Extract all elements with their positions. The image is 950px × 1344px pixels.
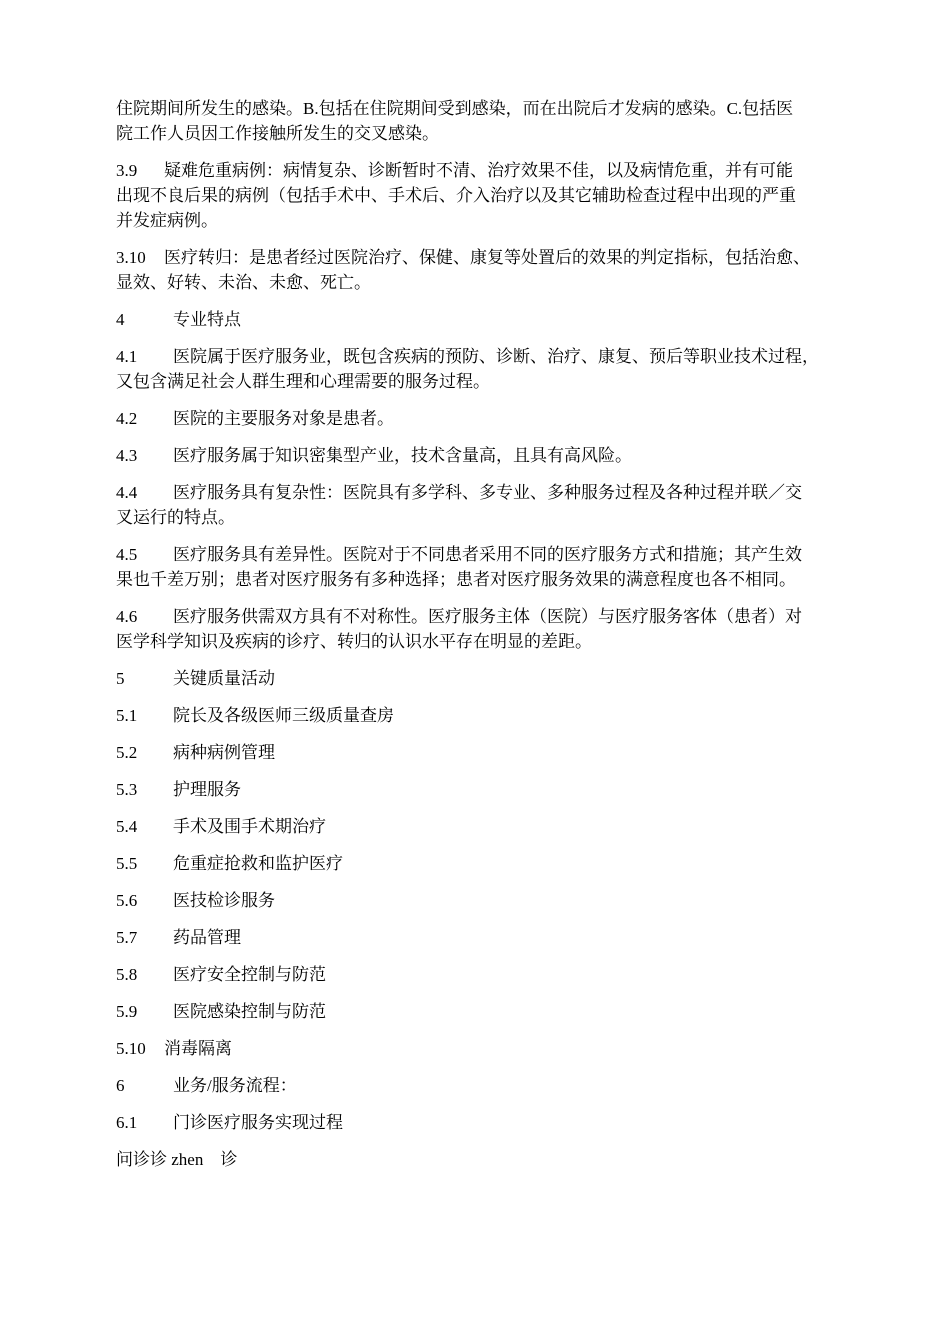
section-number: 4.4 — [116, 483, 138, 502]
section-number: 6.1 — [116, 1113, 138, 1132]
heading-6 — [116, 1073, 906, 1098]
text-line: 医疗安全控制与防范 — [173, 965, 326, 984]
text-line: 门诊医疗服务实现过程 — [173, 1113, 343, 1132]
text-line: 护理服务 — [173, 780, 241, 799]
text-line: 医疗服务具有复杂性：医院具有多学科、多专业、多种服务过程及各种过程并联／交 — [173, 483, 802, 502]
text-line: 医学科学知识及疾病的诊疗、转归的认识水平存在明显的差距。 — [116, 632, 592, 651]
text-line: 叉运行的特点。 — [116, 508, 235, 527]
paragraph-4-1 — [116, 344, 906, 394]
list-item-5-1 — [116, 703, 906, 728]
text-line: 医院属于医疗服务业，既包含疾病的预防、诊断、治疗、康复、预后等职业技术过程， — [173, 347, 819, 366]
list-item-5-2 — [116, 740, 906, 765]
text-line: 医疗服务供需双方具有不对称性。医疗服务主体（医院）与医疗服务客体（患者）对 — [173, 607, 802, 626]
text-line: 消毒隔离 — [164, 1039, 232, 1058]
section-number: 5.6 — [116, 891, 138, 910]
section-number: 4.3 — [116, 446, 138, 465]
section-number: 4.6 — [116, 607, 138, 626]
paragraph-infection-continued — [116, 96, 906, 146]
text-line: 果也千差万别；患者对医疗服务有多种选择；患者对医疗服务效果的满意程度也各不相同。 — [116, 570, 796, 589]
section-number: 5.1 — [116, 706, 138, 725]
section-number: 4.2 — [116, 409, 138, 428]
section-number: 5.4 — [116, 817, 138, 836]
paragraph-4-4 — [116, 480, 906, 530]
list-item-5-9 — [116, 999, 906, 1024]
list-item-5-8 — [116, 962, 906, 987]
text-line: 医疗转归：是患者经过医院治疗、保健、康复等处置后的效果的判定指标，包括治愈、 — [164, 248, 810, 267]
text-line: 医疗服务属于知识密集型产业，技术含量高，且具有高风险。 — [173, 446, 632, 465]
section-number: 3.10 — [116, 248, 146, 267]
paragraph-4-2 — [116, 406, 906, 431]
trailing-text — [116, 1147, 906, 1172]
text-line: 医院感染控制与防范 — [173, 1002, 326, 1021]
text-line: 危重症抢救和监护医疗 — [173, 854, 343, 873]
section-number: 4.5 — [116, 545, 138, 564]
text-line: 医疗服务具有差异性。医院对于不同患者采用不同的医疗服务方式和措施；其产生效 — [173, 545, 802, 564]
section-number: 5.10 — [116, 1039, 146, 1058]
paragraph-4-3 — [116, 443, 906, 468]
paragraph-4-6 — [116, 604, 906, 654]
list-item-5-6 — [116, 888, 906, 913]
section-number: 3.9 — [116, 161, 138, 180]
section-number: 5.9 — [116, 1002, 138, 1021]
text-line: 并发症病例。 — [116, 211, 218, 230]
text-line: 疑难危重病例：病情复杂、诊断暂时不清、治疗效果不佳，以及病情危重，并有可能 — [164, 161, 793, 180]
text-line: 又包含满足社会人群生理和心理需要的服务过程。 — [116, 372, 490, 391]
text-line: 院工作人员因工作接触所发生的交叉感染。 — [116, 124, 439, 143]
text-line: 住院期间所发生的感染。B.包括在住院期间受到感染，而在出院后才发病的感染。C.包括医 — [116, 99, 794, 118]
text-line: 医院的主要服务对象是患者。 — [173, 409, 394, 428]
section-number: 5.3 — [116, 780, 138, 799]
heading-5 — [116, 666, 906, 691]
section-number: 6 — [116, 1076, 125, 1095]
section-number: 5.2 — [116, 743, 138, 762]
text-line: 药品管理 — [173, 928, 241, 947]
section-number: 4 — [116, 310, 125, 329]
paragraph-3-9 — [116, 158, 906, 233]
list-item-6-1 — [116, 1110, 906, 1135]
section-number: 5.5 — [116, 854, 138, 873]
text-line: 出现不良后果的病例（包括手术中、手术后、介入治疗以及其它辅助检查过程中出现的严重 — [116, 186, 796, 205]
text-line: 医技检诊服务 — [173, 891, 275, 910]
heading-4 — [116, 307, 906, 332]
section-number: 5 — [116, 669, 125, 688]
section-title: 专业特点 — [173, 310, 241, 329]
list-item-5-10 — [116, 1036, 906, 1061]
text-line: 手术及围手术期治疗 — [173, 817, 326, 836]
section-number: 5.7 — [116, 928, 138, 947]
section-number: 5.8 — [116, 965, 138, 984]
text-line: 问诊诊 zhen 诊 — [116, 1150, 238, 1169]
list-item-5-4 — [116, 814, 906, 839]
document-page — [116, 96, 906, 1184]
section-title: 业务/服务流程： — [173, 1076, 297, 1095]
text-line: 院长及各级医师三级质量查房 — [173, 706, 394, 725]
text-line: 病种病例管理 — [173, 743, 275, 762]
paragraph-4-5 — [116, 542, 906, 592]
list-item-5-5 — [116, 851, 906, 876]
list-item-5-3 — [116, 777, 906, 802]
section-title: 关键质量活动 — [173, 669, 275, 688]
list-item-5-7 — [116, 925, 906, 950]
section-number: 4.1 — [116, 347, 138, 366]
text-line: 显效、好转、未治、未愈、死亡。 — [116, 273, 371, 292]
paragraph-3-10 — [116, 245, 906, 295]
